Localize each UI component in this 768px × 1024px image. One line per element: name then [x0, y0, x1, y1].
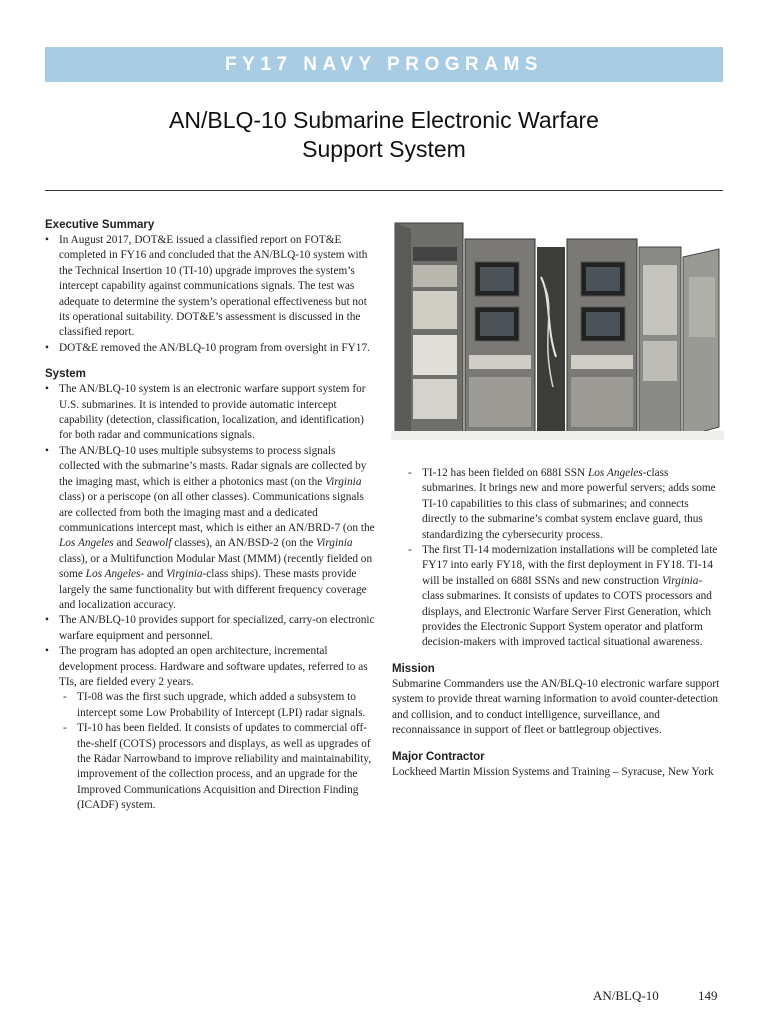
text-run: class) or a periscope (on all other classes). Communications signals are collected from both the imaging mast and a dedicated communications intercept mast, which is either an AN/BRD-7 (on the	[59, 491, 375, 534]
class-name-italic: Seawolf	[135, 537, 172, 550]
list-item: • The AN/BLQ-10 system is an electronic warfare support system for U.S. submarines. It is intended to provide automatic intercept capability (detection, classification, localization, and identification) for both radar and communications signals.	[45, 382, 377, 444]
mission-text: Submarine Commanders use the AN/BLQ-10 electronic warfare support system to provide threat warning information to avoid counter-detection and collision, and to conduct intelligence, surveillance, and reconnaissance in support of fleet or battlegroup objectives.	[392, 677, 720, 737]
executive-summary-list	[45, 233, 377, 356]
text-run: TI-12 has been fielded on 688I SSN	[422, 467, 588, 479]
footer-program-name: AN/BLQ-10	[593, 988, 659, 1003]
major-contractor-heading: Major Contractor	[392, 750, 485, 763]
class-name-italic: Virginia	[166, 568, 203, 581]
text-run: The AN/BLQ-10 uses multiple subsystems to process signals collected with the submarine’s masts. Radar signals are collected by the imaging mast, which is either a photonics mast (on the	[59, 444, 367, 488]
list-item: • DOT&E removed the AN/BLQ-10 program from oversight in FY17.	[45, 341, 377, 356]
mission-heading: Mission	[392, 662, 435, 675]
text-run: The first TI-14 modernization installations will be completed late FY17 into early FY18, with the first deployment in FY18. TI-14 will be installed on 688I SSNs and new construction	[422, 544, 718, 587]
list-item	[45, 644, 377, 813]
major-contractor-text: Lockheed Martin Mission Systems and Training – Syracuse, New York	[392, 765, 714, 778]
ti-sublist-continued	[406, 466, 723, 651]
system-heading: System	[45, 368, 86, 381]
program-banner: FY17 NAVY PROGRAMS	[45, 47, 723, 82]
text-run: -class submarines. It brings new and more powerful servers; adds some TI-10 capabilities to this class of submarines; and connects directly to the submarine’s combat system enclave guard, thus standardizing the cybersecurity process.	[422, 467, 716, 541]
title-line-2: Support System	[302, 136, 466, 162]
text-run: -class ships). These masts provide largely the same functionality but with different frequency coverage and localization accuracy.	[59, 568, 367, 611]
sublist-item: - TI-10 has been fielded. It consists of updates to commercial off-the-shelf (COTS) processors and displays, as well as upgrades of the Radar Narrowband to improve reliability and maintainability, improvement of the collection process, and an upgrade for the Improved Communications Acquisition and Direction Finding (ICADF) system.	[61, 721, 377, 813]
page-number: 149	[698, 988, 718, 1003]
title-line-1: AN/BLQ-10 Submarine Electronic Warfare	[169, 107, 599, 133]
class-name-italic: Virginia	[316, 537, 353, 550]
list-item: • The AN/BLQ-10 provides support for specialized, carry-on electronic warfare equipment and personnel.	[45, 613, 377, 644]
list-item	[45, 444, 377, 613]
left-column	[45, 217, 377, 814]
class-name-italic: Virginia	[325, 475, 362, 488]
text-run: The program has adopted an open architecture, incremental development process. Hardware and software updates, referred to as TIs, are fielded every 2 years.	[59, 645, 368, 688]
list-item: • In August 2017, DOT&E issued a classified report on FOT&E completed in FY16 and concluded that the AN/BLQ-10 system with the Technical Insertion 10 (TI-10) upgrade improves the system’s intercept capability against communications signals. The test was adequate to determine the system’s operational effectiveness but not its operational suitability. DOT&E’s assessment is discussed in the classified report.	[45, 233, 377, 341]
page-title	[45, 106, 723, 164]
equipment-photo	[391, 217, 724, 440]
ti-sublist	[61, 690, 377, 813]
text-run: - and	[140, 568, 167, 581]
class-name-italic: Los Angeles	[85, 568, 141, 581]
sublist-item: - TI-08 was the first such upgrade, which added a subsystem to intercept some Low Probability of Intercept (LPI) radar signals.	[61, 690, 377, 721]
right-column	[392, 466, 723, 780]
title-divider	[45, 190, 723, 191]
executive-summary-heading: Executive Summary	[45, 219, 155, 231]
system-list	[45, 382, 377, 813]
sublist-item	[406, 543, 723, 651]
text-run: and	[113, 537, 136, 550]
text-run: -class submarines. It consists of updates to COTS processors and displays, and Electronic Warfare Server First Generation, which provides the Electronic Support System operator and platform decision-makers with improved tactical situational awareness.	[422, 574, 712, 649]
class-name-italic: Virginia	[662, 574, 699, 587]
text-run: class), or a Multifunction Modular Mast (MMM) (recently fielded on some	[59, 552, 373, 581]
class-name-italic: Los Angeles	[59, 537, 114, 550]
text-run: classes), an AN/BSD-2 (on the	[171, 537, 317, 550]
sublist-item	[406, 466, 723, 543]
class-name-italic: Los Angeles	[587, 467, 643, 479]
